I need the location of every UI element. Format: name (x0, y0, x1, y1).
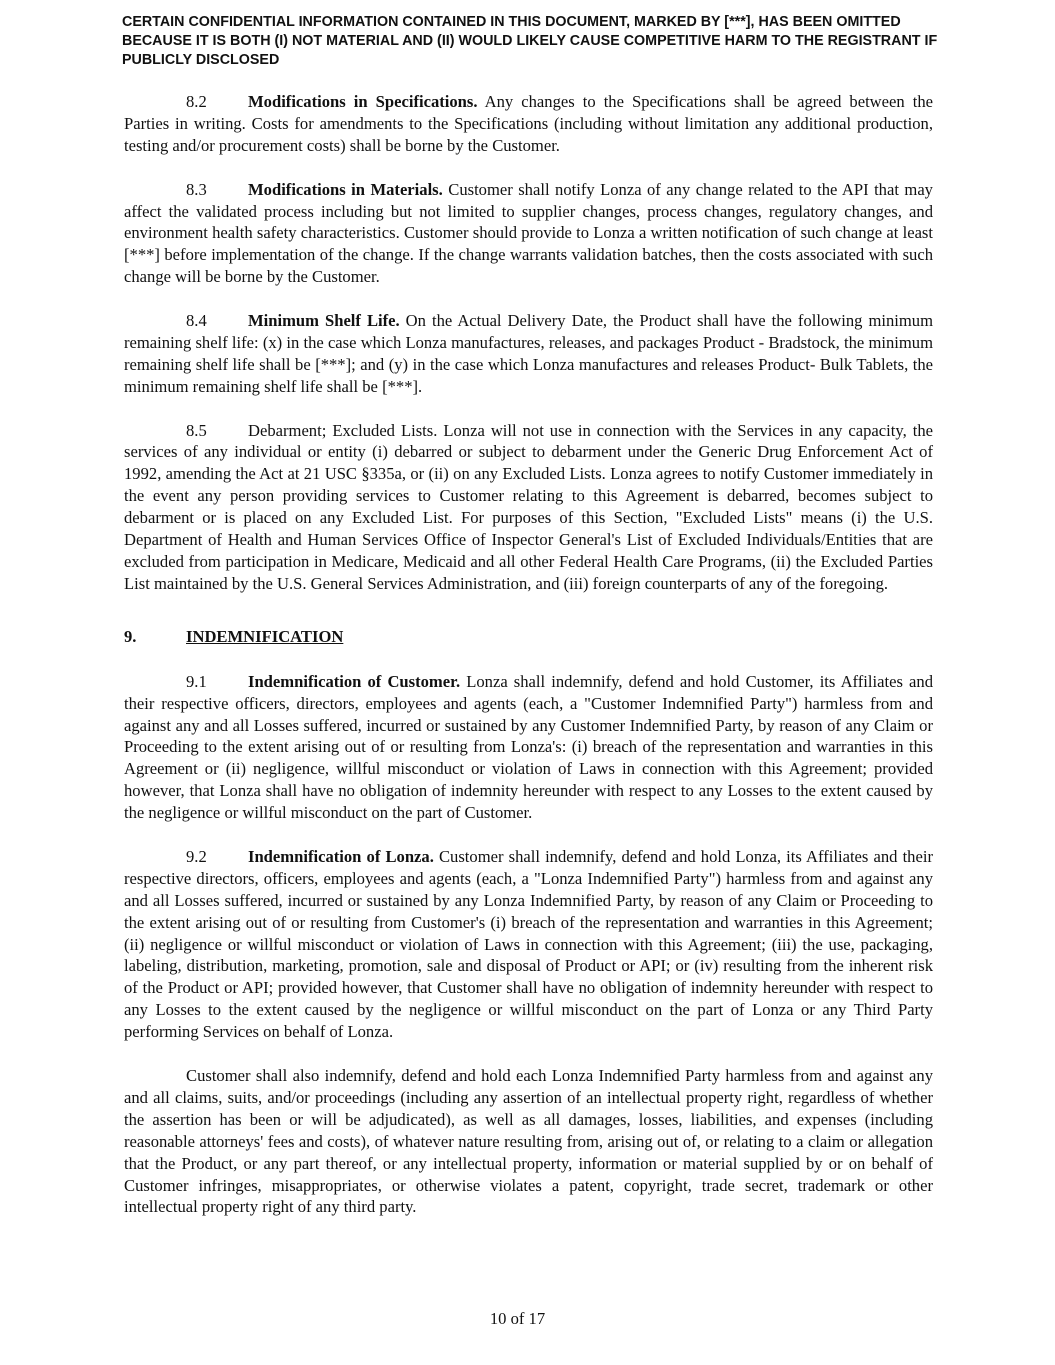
section-number: 8.5 (186, 420, 207, 440)
section-8-3 (124, 179, 933, 289)
heading-number: 9. (124, 626, 137, 646)
section-number: 8.3 (186, 179, 207, 199)
page-number: 10 of 17 (489, 1309, 546, 1328)
section-number: 9.2 (186, 846, 207, 866)
section-title: Modifications in Materials. (248, 179, 443, 199)
section-9-heading (124, 626, 933, 648)
section-text: On the Actual Delivery Date, the Product shall have the following minimum remaining shelf life: (x) in the case which Lonza manufactures, releases, and packages Product - Bradstock, the minimum remaining shelf life shall be [***]; and (y) in the case which Lonza manufactures and releases Product- Bulk Tablets, the minimum remaining shelf life shall be [***]. (124, 311, 933, 396)
section-number: 8.4 (186, 311, 207, 331)
section-number: 8.2 (186, 92, 207, 111)
section-9-2-continuation: Customer shall also indemnify, defend and hold each Lonza Indemnified Party harmless from and against any and all claims, suits, and/or proceedings (including any assertion of an intellectual property right, regardless of whether the assertion has been or will be adjudicated), as well as all damages, losses, liabilities, and expenses (including reasonable attorneys' fees and costs), of whatever nature resulting from, arising out of, or relating to a claim or allegation that the Product, or any part thereof, or any intellectual property, information or material supplied by or on behalf of Customer infringes, misappropriates, or otherwise violates a patent, copyright, trade secret, trademark or other intellectual property right of any third party. (124, 1065, 933, 1217)
confidential-notice: CERTAIN CONFIDENTIAL INFORMATION CONTAINED IN THIS DOCUMENT, MARKED BY [***], HAS BEEN OMITTED BECAUSE IT IS BOTH (I) NOT MATERIAL AND (II) WOULD LIKELY CAUSE COMPETITIVE HARM TO THE REGISTRANT IF PUBLICLY DISCLOSED (122, 14, 938, 68)
document-body (124, 91, 933, 1218)
section-9-2 (124, 846, 933, 1043)
section-title: Minimum Shelf Life. (248, 311, 400, 331)
heading-title: INDEMNIFICATION (186, 626, 344, 646)
section-text: Debarment; Excluded Lists. Lonza will not use in connection with the Services in any capacity, the services of any individual or entity (i) debarred or subject to debarment under the Generic Drug Enforcement Act of 1992, amending the Act at 21 USC §335a, or (ii) on any Excluded Lists. Lonza agrees to notify Customer immediately in the event any person providing services to Customer relating to this Agreement is debarred, becomes subject to debarment or is placed on any Excluded List. For purposes of this Section, "Excluded Lists" means (i) the U.S. Department of Health and Human Services Office of Inspector General's List of Excluded Individuals/Entities that are excluded from participation in Medicare, Medicaid and all other Federal Health Care Programs, (ii) the Excluded Parties List maintained by the U.S. General Services Administration, and (iii) foreign counterparts of any of the foregoing. (124, 420, 933, 593)
section-9-1 (124, 671, 933, 824)
section-8-5 (124, 420, 933, 595)
section-title: Indemnification of Customer. (248, 671, 461, 691)
section-title: Modifications in Specifications. (248, 92, 478, 111)
section-text: Customer shall indemnify, defend and hold Lonza, its Affiliates and their respective directors, officers, employees and agents (each, a "Lonza Indemnified Party") harmless from and against any and all Losses suffered, incurred or sustained by any Lonza Indemnified Party, by reason of any Claim or Proceeding to the extent arising out of or resulting from Customer's (i) breach of the representation and warranties in this Agreement; (ii) negligence or willful misconduct or violation of Laws in connection with this Agreement; (iii) the use, packaging, labeling, distribution, marketing, promotion, sale and disposal of Product or API; or (iv) resulting from the inherent risk of the Product or API; provided however, that Customer shall have no obligation of indemnity hereunder with respect to any Losses to the extent caused by the negligence or willful misconduct on the part of Lonza or any Third Party performing Services on behalf of Lonza. (124, 846, 933, 1042)
section-number: 9.1 (186, 671, 207, 691)
section-8-4 (124, 310, 933, 398)
section-text: Customer shall notify Lonza of any change related to the API that may affect the validated process including but not limited to supplier changes, process changes, regulatory changes, and environment health safety characteristics. Customer should provide to Lonza a written notification of such change at least [***] before implementation of the change. If the change warrants validation batches, then the costs associated with such change will be borne by the Customer. (124, 179, 933, 287)
section-title: Indemnification of Lonza. (248, 846, 434, 866)
section-text: Lonza shall indemnify, defend and hold Customer, its Affiliates and their respective officers, directors, employees and agents (each, a "Customer Indemnified Party") harmless from and against any and all Losses suffered, incurred or sustained by any Customer Indemnified Party, by reason of any Claim or Proceeding to the extent arising out of or resulting from Lonza's: (i) breach of the representation and warranties in this Agreement or (ii) negligence, willful misconduct or violation of Laws in connection with this Agreement; provided however, that Lonza shall have no obligation of indemnity hereunder with respect to any Losses to the extent caused by the negligence or willful misconduct on the part of Customer. (124, 671, 933, 823)
section-text: Any changes to the Specifications shall be agreed between the Parties in writing. Costs for amendments to the Specifications (including without limitation any additional production, testing and/or procurement costs) shall be borne by the Customer. (124, 92, 934, 155)
section-8-2 (124, 91, 933, 157)
